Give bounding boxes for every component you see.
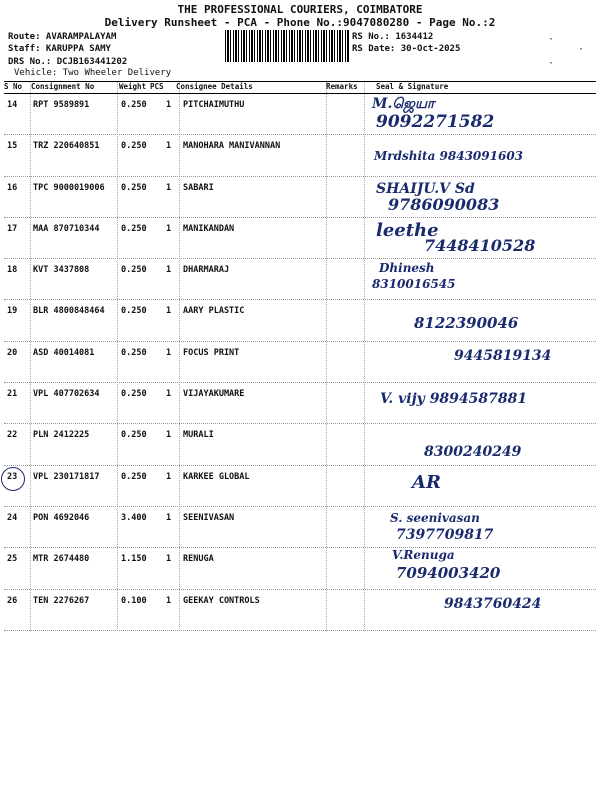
row-consignment: TPC 9000019006 xyxy=(33,182,105,193)
handwritten-signature: S. seenivasan xyxy=(390,510,480,525)
row-consignment: RPT 9589891 xyxy=(33,100,90,110)
row-sno: 20 xyxy=(7,347,18,358)
table-row xyxy=(4,424,596,465)
row-sno: 19 xyxy=(7,306,18,317)
handwritten-signature: leethe xyxy=(376,219,439,241)
rs-date: RS Date: 30-Oct-2025 xyxy=(352,44,461,54)
table-row xyxy=(4,590,596,631)
handwritten-signature: SHAIJU.V Sd xyxy=(376,180,475,197)
handwritten-signature: 7397709817 xyxy=(396,526,494,543)
row-weight: 0.250 xyxy=(121,306,147,317)
row-sno: 21 xyxy=(7,389,18,400)
row-consignee: MANIKANDAN xyxy=(183,223,235,234)
handwritten-signature: V. vijy 9894587881 xyxy=(380,391,528,408)
vehicle-label: Vehicle: Two Wheeler Delivery xyxy=(14,68,172,78)
row-weight: 0.250 xyxy=(121,141,147,152)
col-sno: S No xyxy=(4,82,23,91)
handwritten-signature: Dhinesh xyxy=(379,261,435,276)
row-consignee: DHARMARAJ xyxy=(183,265,230,276)
row-sno: 15 xyxy=(7,141,18,152)
handwritten-signature: 8310016545 xyxy=(372,277,456,292)
row-consignment: PON 4692046 xyxy=(33,512,90,523)
table-header xyxy=(4,82,596,94)
row-pcs: 1 xyxy=(166,430,172,441)
rs-number: RS No.: 1634412 xyxy=(352,32,434,42)
row-consignee: KARKEE GLOBAL xyxy=(183,471,250,482)
row-consignment: MAA 870710344 xyxy=(33,223,100,234)
row-sno: 18 xyxy=(7,265,18,276)
row-weight: 0.250 xyxy=(121,430,147,441)
row-weight: 0.250 xyxy=(121,100,147,110)
row-sno: 24 xyxy=(7,512,18,523)
handwritten-signature: 7094003420 xyxy=(396,564,501,583)
row-weight: 0.250 xyxy=(121,182,147,193)
col-seal: Seal & Signature xyxy=(376,82,449,91)
row-pcs: 1 xyxy=(166,347,172,358)
handwritten-signature: 9843760424 xyxy=(444,595,542,612)
row-pcs: 1 xyxy=(166,223,172,234)
row-pcs: 1 xyxy=(166,554,172,565)
row-consignee: VIJAYAKUMARE xyxy=(183,389,245,400)
row-weight: 0.250 xyxy=(121,389,147,400)
speck-mark: · xyxy=(548,58,555,69)
speck-mark: · xyxy=(578,44,585,55)
table-row xyxy=(4,466,596,507)
route-label: Route: AVARAMPALAYAM xyxy=(8,32,117,42)
row-consignment: TRZ 220640851 xyxy=(33,141,100,152)
row-pcs: 1 xyxy=(166,512,172,523)
row-weight: 0.250 xyxy=(121,223,147,234)
row-consignment: KVT 3437808 xyxy=(33,265,90,276)
row-sno: 14 xyxy=(7,100,18,110)
col-pcs: PCS xyxy=(150,82,164,91)
table-row xyxy=(4,94,596,135)
handwritten-signature: AR xyxy=(412,471,441,493)
handwritten-signature: M.ஜெயா xyxy=(372,96,435,112)
handwritten-signature: 8300240249 xyxy=(424,444,522,461)
col-consignment: Consignment No xyxy=(31,82,95,91)
table-row xyxy=(4,218,596,259)
row-pcs: 1 xyxy=(166,471,172,482)
row-pcs: 1 xyxy=(166,141,172,152)
handwritten-signature: Mrdshita 9843091603 xyxy=(374,149,524,164)
col-remarks: Remarks xyxy=(326,82,358,91)
row-consignee: GEEKAY CONTROLS xyxy=(183,595,260,606)
speck-mark: · xyxy=(548,34,555,45)
row-consignee: FOCUS PRINT xyxy=(183,347,240,358)
drs-label: DRS No.: DCJB163441202 xyxy=(8,57,128,67)
row-sno: 22 xyxy=(7,430,18,441)
row-consignment: TEN 2276267 xyxy=(33,595,90,606)
page-subtitle: Delivery Runsheet - PCA - Phone No.:9047080280 - Page No.:2 xyxy=(104,16,496,29)
handwritten-signature: 7448410528 xyxy=(424,235,536,255)
table-row xyxy=(4,383,596,424)
row-consignment: VPL 407702634 xyxy=(33,389,100,400)
row-pcs: 1 xyxy=(166,265,172,276)
row-consignment: MTR 2674480 xyxy=(33,554,90,565)
row-weight: 0.250 xyxy=(121,471,147,482)
row-consignee: PITCHAIMUTHU xyxy=(183,100,245,110)
row-pcs: 1 xyxy=(166,182,172,193)
handwritten-signature: 9786090083 xyxy=(388,194,500,214)
handwritten-signature: V.Renuga xyxy=(392,548,455,563)
table-row xyxy=(4,177,596,218)
page-title: THE PROFESSIONAL COURIERS, COIMBATORE xyxy=(177,3,423,16)
handwritten-signature: 9445819134 xyxy=(454,347,552,364)
row-weight: 0.250 xyxy=(121,265,147,276)
row-sno: 17 xyxy=(7,223,18,234)
row-pcs: 1 xyxy=(166,389,172,400)
row-consignee: MANOHARA MANIVANNAN xyxy=(183,141,281,152)
row-weight: 3.400 xyxy=(121,512,147,523)
row-consignment: BLR 4800848464 xyxy=(33,306,105,317)
table-row xyxy=(4,342,596,383)
table-row xyxy=(4,259,596,300)
staff-label: Staff: KARUPPA SAMY xyxy=(8,44,111,54)
col-details: Consignee Details xyxy=(176,82,253,91)
row-sno: 23 xyxy=(7,471,18,482)
row-consignee: SABARI xyxy=(183,182,214,193)
table-row xyxy=(4,135,596,176)
barcode-image xyxy=(225,30,350,62)
row-consignee: AARY PLASTIC xyxy=(183,306,245,317)
row-pcs: 1 xyxy=(166,100,172,110)
row-pcs: 1 xyxy=(166,306,172,317)
row-weight: 1.150 xyxy=(121,554,147,565)
row-pcs: 1 xyxy=(166,595,172,606)
row-sno: 16 xyxy=(7,182,18,193)
runsheet-table xyxy=(4,81,596,631)
handwritten-signature: 8122390046 xyxy=(414,314,519,333)
row-sno: 25 xyxy=(7,554,18,565)
row-weight: 0.100 xyxy=(121,595,147,606)
table-row xyxy=(4,548,596,589)
handwritten-circle xyxy=(1,467,25,491)
row-weight: 0.250 xyxy=(121,347,147,358)
col-weight: Weight xyxy=(119,82,147,91)
row-consignment: PLN 2412225 xyxy=(33,430,90,441)
table-row xyxy=(4,300,596,341)
row-consignment: VPL 230171817 xyxy=(33,471,100,482)
row-consignment: ASD 40014081 xyxy=(33,347,95,358)
row-consignee: RENUGA xyxy=(183,554,214,565)
row-consignee: MURALI xyxy=(183,430,214,441)
row-consignee: SEENIVASAN xyxy=(183,512,235,523)
table-row xyxy=(4,507,596,548)
handwritten-signature: 9092271582 xyxy=(376,112,495,132)
row-sno: 26 xyxy=(7,595,18,606)
